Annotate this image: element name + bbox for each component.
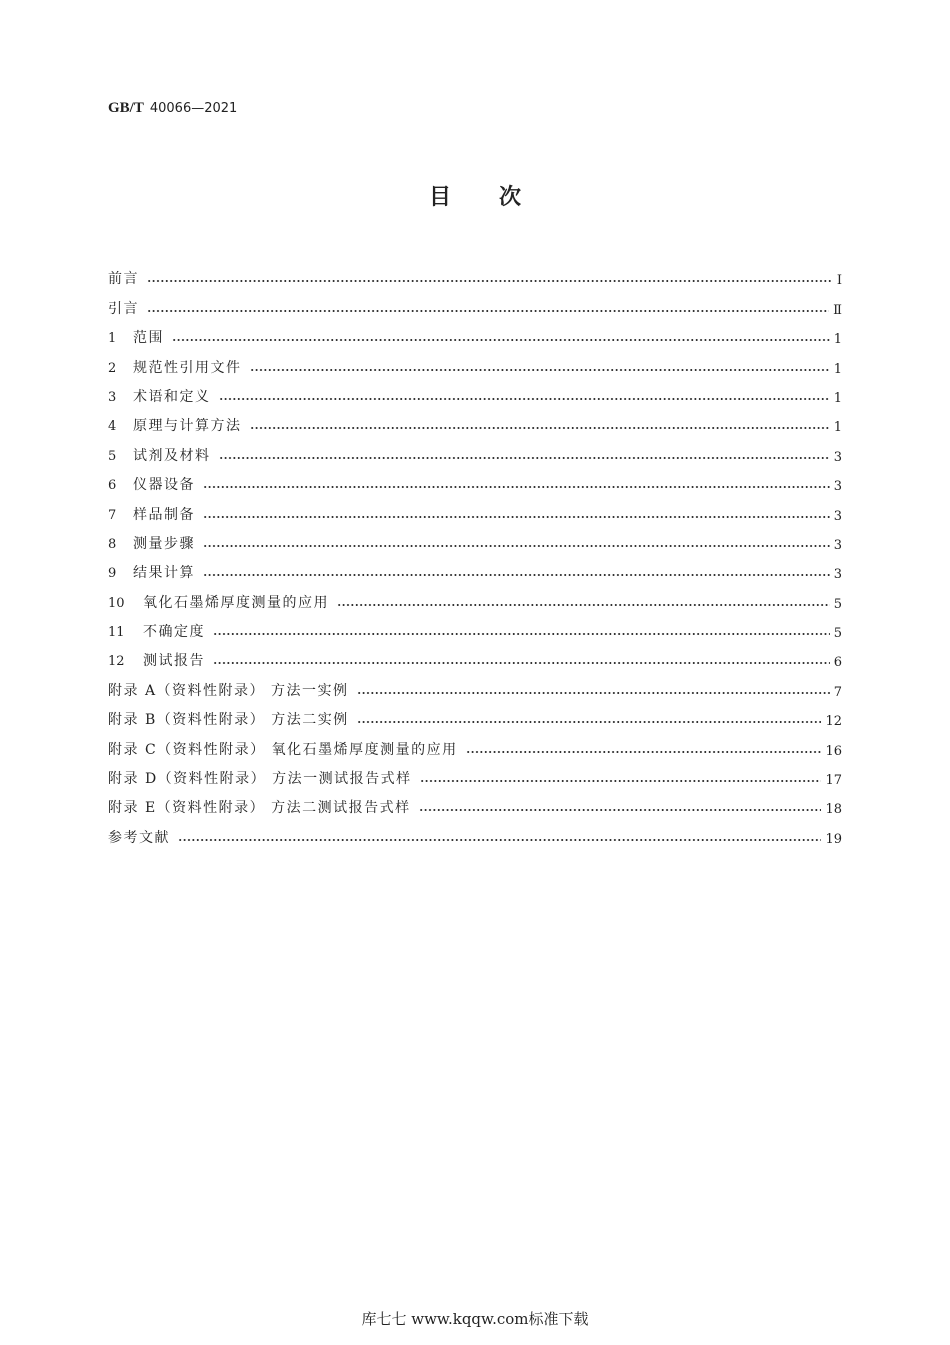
toc-entry-page: 3 xyxy=(833,567,842,583)
toc-entry-label xyxy=(108,445,211,465)
toc-entry-label xyxy=(108,533,195,553)
standard-number xyxy=(108,100,237,117)
dot-leader xyxy=(250,426,830,430)
toc-entry-text: 引言 xyxy=(108,300,139,317)
toc-entry-page: Ⅱ xyxy=(833,302,842,318)
toc-entry[interactable] xyxy=(108,612,842,641)
std-code: 40066—2021 xyxy=(149,101,238,116)
toc-entry-label xyxy=(108,739,458,759)
toc-entry[interactable] xyxy=(108,288,842,317)
dot-leader xyxy=(219,397,830,401)
toc-entry-page: 17 xyxy=(825,773,842,789)
dot-leader xyxy=(147,279,833,283)
toc-entry-page: 19 xyxy=(825,831,842,847)
dot-leader xyxy=(337,603,830,607)
toc-entry-text: 附录 E（资料性附录） 方法二测试报告式样 xyxy=(108,800,411,817)
toc-entry-page: 5 xyxy=(833,626,842,642)
toc-entry-page: 12 xyxy=(825,714,842,730)
toc-entry-page: 6 xyxy=(833,655,842,671)
toc-entry-label xyxy=(108,562,195,582)
toc-entry-number: 3 xyxy=(108,389,117,405)
toc-entry-text: 规范性引用文件 xyxy=(133,359,242,376)
toc-entry-text: 氧化石墨烯厚度测量的应用 xyxy=(143,594,329,611)
toc-entry-text: 试剂及材料 xyxy=(133,447,211,464)
toc-entry-label xyxy=(108,298,139,318)
toc-entry-label xyxy=(108,386,211,406)
toc-entry-label xyxy=(108,504,195,524)
toc-entry-page: 1 xyxy=(833,332,842,348)
toc-entry[interactable] xyxy=(108,582,842,611)
toc-entry-page: 3 xyxy=(833,479,842,495)
dot-leader xyxy=(178,838,821,842)
toc-entry-label xyxy=(108,797,411,817)
toc-entry[interactable] xyxy=(108,700,842,729)
toc-entry-text: 附录 B（资料性附录） 方法二实例 xyxy=(108,712,349,729)
toc-entry-number: 7 xyxy=(108,507,117,523)
toc-entry-page: Ⅰ xyxy=(836,273,842,289)
dot-leader xyxy=(357,691,830,695)
toc-entry[interactable] xyxy=(108,435,842,464)
toc-entry-text: 参考文献 xyxy=(108,829,170,846)
toc-entry-number: 5 xyxy=(108,448,117,464)
toc-entry-number: 1 xyxy=(108,331,117,347)
toc-entry-label xyxy=(108,357,242,377)
toc-entry-label xyxy=(108,592,329,612)
dot-leader xyxy=(219,456,830,460)
toc-entry[interactable] xyxy=(108,494,842,523)
toc-entry-page: 1 xyxy=(833,390,842,406)
toc-entry[interactable] xyxy=(108,670,842,699)
dot-leader xyxy=(213,632,830,636)
dot-leader xyxy=(203,544,830,548)
toc-entry-text: 测量步骤 xyxy=(133,535,195,552)
toc-entry-text: 结果计算 xyxy=(133,565,195,582)
dot-leader xyxy=(172,338,830,342)
toc-entry-page: 3 xyxy=(833,537,842,553)
dot-leader xyxy=(419,808,822,812)
toc-entry-text: 测试报告 xyxy=(143,653,205,670)
dot-leader xyxy=(420,779,822,783)
toc-entry-text: 样品制备 xyxy=(133,506,195,523)
toc-entry-text: 术语和定义 xyxy=(133,388,211,405)
toc-entry-label xyxy=(108,709,349,729)
toc-entry[interactable] xyxy=(108,788,842,817)
toc-entry[interactable] xyxy=(108,347,842,376)
dot-leader xyxy=(466,750,822,754)
toc-entry-number: 2 xyxy=(108,360,117,376)
toc-entry-number: 8 xyxy=(108,536,117,552)
toc-entry-page: 18 xyxy=(825,802,842,818)
dot-leader xyxy=(357,720,822,724)
toc-entry-text: 附录 A（资料性附录） 方法一实例 xyxy=(108,682,349,699)
toc-entry-label xyxy=(108,650,205,670)
dot-leader xyxy=(213,661,830,665)
toc-entry-text: 仪器设备 xyxy=(133,477,195,494)
toc-entry-text: 前言 xyxy=(108,271,139,288)
toc-entry-text: 附录 D（资料性附录） 方法一测试报告式样 xyxy=(108,771,412,788)
toc-entry-page: 3 xyxy=(833,449,842,465)
toc-entry[interactable] xyxy=(108,817,842,846)
toc-entry[interactable] xyxy=(108,524,842,553)
toc-entry-label xyxy=(108,768,412,788)
toc-entry-number: 4 xyxy=(108,419,117,435)
toc-entry-text: 范围 xyxy=(133,330,164,347)
toc-entry-number: 10 xyxy=(108,595,125,611)
toc-entry[interactable] xyxy=(108,259,842,288)
toc-entry-label xyxy=(108,680,349,700)
toc-entry[interactable] xyxy=(108,377,842,406)
dot-leader xyxy=(147,309,829,313)
toc-entry-label xyxy=(108,327,164,347)
page-title: 目次 xyxy=(428,185,569,210)
toc-entry[interactable] xyxy=(108,318,842,347)
toc-entry-number: 9 xyxy=(108,566,117,582)
toc-entry-page: 7 xyxy=(833,684,842,700)
dot-leader xyxy=(203,515,830,519)
toc-entry[interactable] xyxy=(108,729,842,758)
toc-entry-label xyxy=(108,474,195,494)
toc-entry-page: 1 xyxy=(833,361,842,377)
dot-leader xyxy=(250,368,830,372)
toc-entry-page: 1 xyxy=(833,420,842,436)
toc-entry-label xyxy=(108,827,170,847)
toc-entry-text: 原理与计算方法 xyxy=(133,418,242,435)
toc-entry-number: 12 xyxy=(108,654,125,670)
toc-entry-text: 附录 C（资料性附录） 氧化石墨烯厚度测量的应用 xyxy=(108,741,458,758)
toc-entry-number: 6 xyxy=(108,478,117,494)
toc-entry-text: 不确定度 xyxy=(143,624,205,641)
toc-entry[interactable] xyxy=(108,553,842,582)
dot-leader xyxy=(203,573,830,577)
toc-entry-label xyxy=(108,268,139,288)
toc-entry[interactable] xyxy=(108,641,842,670)
toc-entry[interactable] xyxy=(108,759,842,788)
std-prefix: GB/T xyxy=(108,100,144,116)
table-of-contents xyxy=(108,259,842,847)
toc-entry-label xyxy=(108,621,205,641)
toc-entry-label xyxy=(108,415,242,435)
footer-watermark: 库七七 www.kqqw.com标准下载 xyxy=(361,1310,589,1328)
dot-leader xyxy=(203,485,830,489)
toc-entry-number: 11 xyxy=(108,625,125,641)
toc-entry-page: 5 xyxy=(833,596,842,612)
toc-entry-page: 3 xyxy=(833,508,842,524)
toc-entry[interactable] xyxy=(108,465,842,494)
toc-entry[interactable] xyxy=(108,406,842,435)
toc-entry-page: 16 xyxy=(825,743,842,759)
